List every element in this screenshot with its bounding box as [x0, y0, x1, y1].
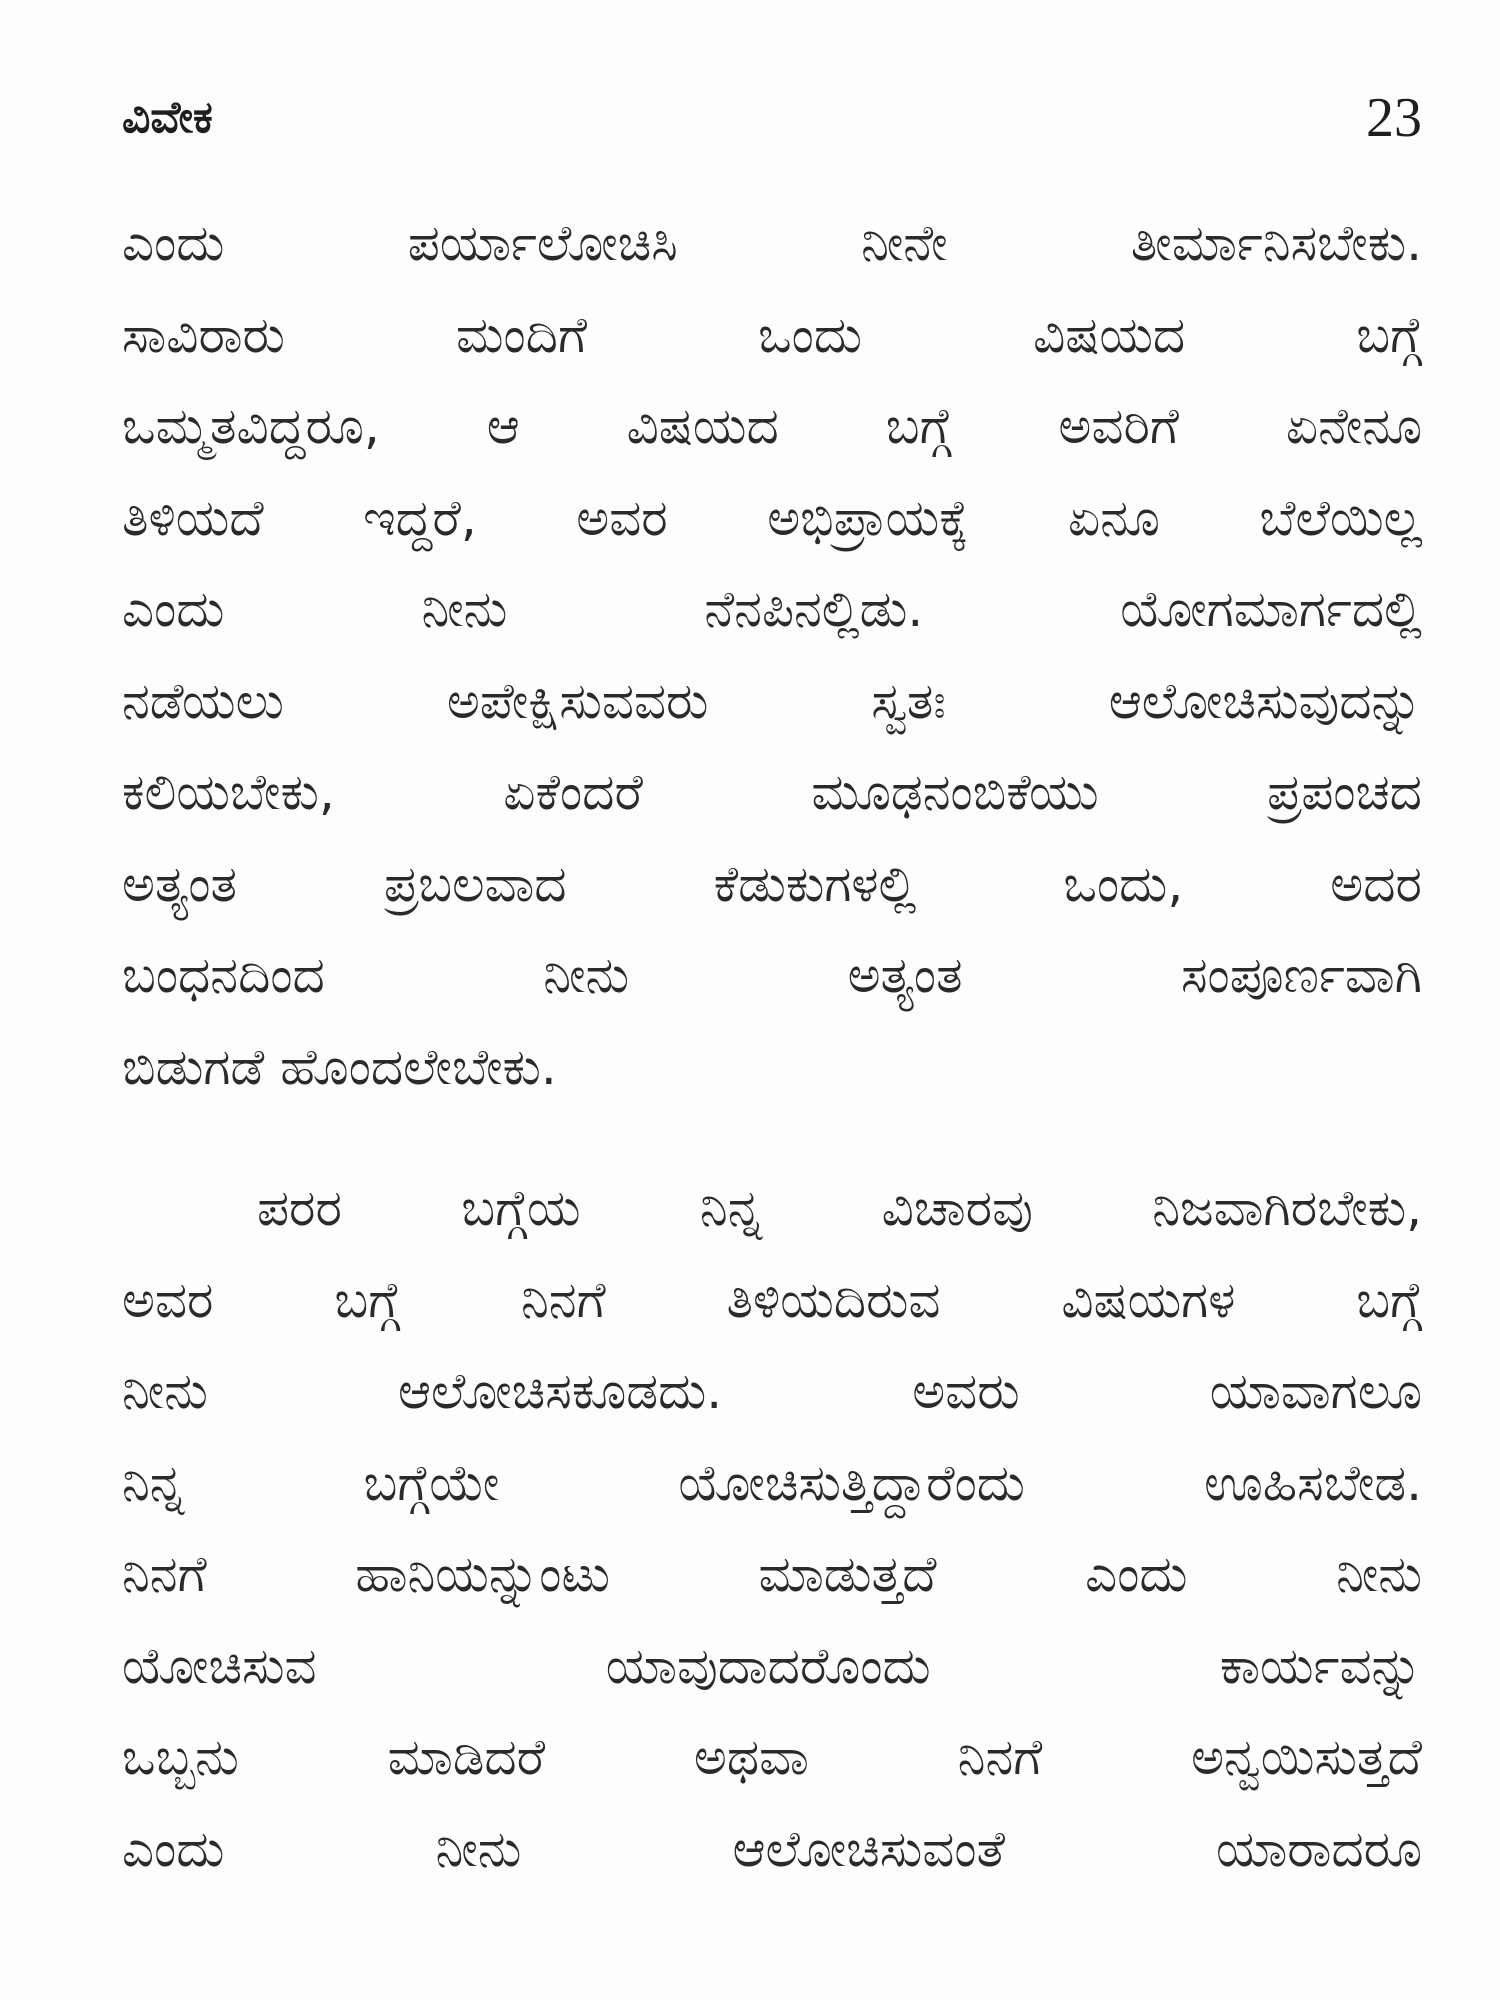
text-line: ನಡೆಯಲು ಅಪೇಕ್ಷಿಸುವವರು ಸ್ವತಃ ಆಲೋಚಿಸುವುದನ್ನು [122, 671, 1422, 730]
page-header [122, 88, 1422, 158]
paragraph-gap [122, 1113, 1422, 1163]
text-line: ತಿಳಿಯದೆ ಇದ್ದರೆ, ಅವರ ಅಭಿಪ್ರಾಯಕ್ಕೆ ಏನೂ ಬೆಲೆಯಿಲ್ಲ [122, 488, 1422, 547]
body-text [122, 198, 1422, 1895]
text-line: ಎಂದು ಪರ್ಯಾಲೋಚಿಸಿ ನೀನೇ ತೀರ್ಮಾನಿಸಬೇಕು. [122, 214, 1422, 272]
text-line: ಅವರ ಬಗ್ಗೆ ನಿನಗೆ ತಿಳಿಯದಿರುವ ವಿಷಯಗಳ ಬಗ್ಗೆ [122, 1270, 1422, 1329]
text-line: ಪರರ ಬಗ್ಗೆಯ ನಿನ್ನ ವಿಚಾರವು ನಿಜವಾಗಿರಬೇಕು, [257, 1179, 1422, 1237]
paragraph-1 [122, 198, 1422, 1113]
text-line: ಎಂದು ನೀನು ನೆನಪಿನಲ್ಲಿಡು. ಯೋಗಮಾರ್ಗದಲ್ಲಿ [122, 580, 1422, 638]
text-line: ನೀನು ಆಲೋಚಿಸಕೂಡದು. ಅವರು ಯಾವಾಗಲೂ [122, 1362, 1422, 1420]
text-line: ಒಮ್ಮತವಿದ್ದರೂ, ಆ ವಿಷಯದ ಬಗ್ಗೆ ಅವರಿಗೆ ಏನೇನೂ [122, 397, 1422, 455]
text-line: ಬಿಡುಗಡೆ ಹೊಂದಲೇಬೇಕು. [122, 1037, 557, 1096]
running-title: ವಿವೇಕ [122, 92, 213, 143]
paragraph-2 [122, 1163, 1422, 1895]
page-number: 23 [1366, 87, 1422, 149]
text-line: ನಿನ್ನ ಬಗ್ಗೆಯೇ ಯೋಚಿಸುತ್ತಿದ್ದಾರೆಂದು ಊಹಿಸಬೇಡ. [122, 1453, 1422, 1512]
text-line: ಸಾವಿರಾರು ಮಂದಿಗೆ ಒಂದು ವಿಷಯದ ಬಗ್ಗೆ [122, 305, 1422, 364]
text-line: ಯೋಚಿಸುವ ಯಾವುದಾದರೊಂದು ಕಾರ್ಯವನ್ನು [122, 1636, 1422, 1695]
text-line: ಬಂಧನದಿಂದ ನೀನು ಅತ್ಯಂತ ಸಂಪೂರ್ಣವಾಗಿ [122, 946, 1422, 1004]
text-line: ಅತ್ಯಂತ ಪ್ರಬಲವಾದ ಕೆಡುಕುಗಳಲ್ಲಿ ಒಂದು, ಅದರ [122, 854, 1422, 913]
text-line: ಎಂದು ನೀನು ಆಲೋಚಿಸುವಂತೆ ಯಾರಾದರೂ [122, 1819, 1422, 1878]
text-line: ಒಬ್ಬನು ಮಾಡಿದರೆ ಅಥವಾ ನಿನಗೆ ಅನ್ವಯಿಸುತ್ತದೆ [122, 1728, 1422, 1786]
text-line: ನಿನಗೆ ಹಾನಿಯನ್ನುಂಟು ಮಾಡುತ್ತದೆ ಎಂದು ನೀನು [122, 1545, 1422, 1603]
text-line: ಕಲಿಯಬೇಕು, ಏಕೆಂದರೆ ಮೂಢನಂಬಿಕೆಯು ಪ್ರಪಂಚದ [122, 763, 1422, 821]
